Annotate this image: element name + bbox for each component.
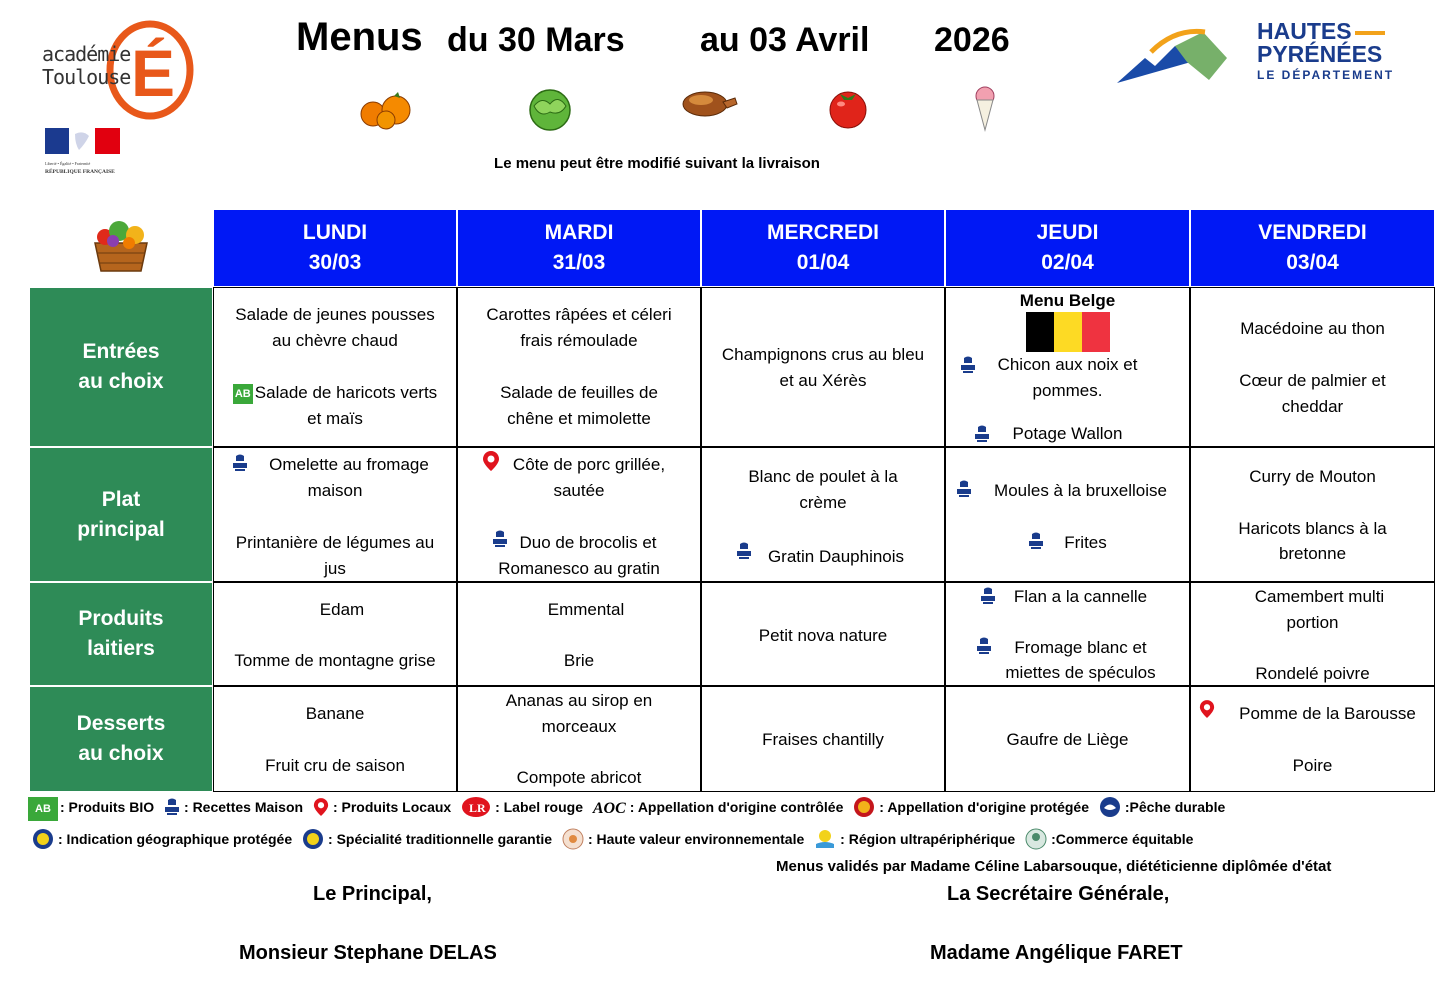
legend-row-2 [32,828,1193,853]
republique-text: RÉPUBLIQUE FRANÇAISE [45,169,115,175]
toulouse-label: Toulouse [42,65,131,89]
recette-maison-icon [164,798,180,819]
menu-item: Salade de jeunes pousses [235,305,435,324]
delivery-notice: Le menu peut être modifié suivant la livraison [494,155,820,172]
menu-item: Ananas au sirop en [505,691,653,710]
hautes-pyrenees-logo [1115,18,1395,93]
cell-desserts-mercredi [701,686,945,792]
cell-entrees-mardi [457,287,701,447]
cell-plat-vendredi [1190,447,1435,582]
menu-item: Champignons crus au bleu [721,345,925,364]
aop-icon [853,796,875,821]
legend-rup: : Région ultrapériphérique [840,831,1016,848]
cell-plat-mardi [457,447,701,582]
menu-item: chêne et mimolette [507,409,651,428]
day-header-mardi [457,209,701,287]
cell-plat-lundi [213,447,457,582]
svg-text:É: É [131,36,176,110]
legend-maison: : Recettes Maison [184,799,304,816]
legend-stg: : Spécialité traditionnelle garantie [328,831,553,848]
menu-item: et au Xérès [779,371,867,390]
validation-note: Menus validés par Madame Céline Labarsouque, diététicienne diplômée d'état [776,858,1332,875]
cell-entrees-mercredi [701,287,945,447]
menu-item: Petit nova nature [758,626,888,645]
menu-item: Camembert multi [1254,587,1385,606]
secretaire-title: La Secrétaire Générale, [947,883,1170,905]
day-date: 01/04 [796,251,850,274]
legend-row-1 [28,796,1225,821]
menu-item: Blanc de poulet à la [748,467,898,486]
lettuce-icon [520,86,580,136]
rup-icon [814,828,836,853]
secretaire-name: Madame Angélique FARET [930,942,1183,964]
menu-item: Pomme de la Barousse [1239,704,1416,723]
row-header-laitiers [29,582,213,686]
menu-item: au chèvre chaud [272,331,398,350]
cell-plat-mercredi [701,447,945,582]
aoc-icon: AOC [592,799,626,817]
menu-item: Fromage blanc et [1014,638,1147,657]
legend-label-rouge: : Label rouge [495,799,583,816]
day-date: 31/03 [552,251,606,274]
cell-laitiers-mercredi [701,582,945,686]
title-menus: Menus [296,15,423,59]
label-rouge-icon [461,796,491,821]
hve-icon [562,828,584,853]
day-name: VENDREDI [1258,221,1367,244]
day-name: MARDI [544,221,614,244]
menu-item: Haricots blancs à la [1238,519,1387,538]
bio-icon: AB [233,384,253,404]
menu-item: Potage Wallon [1012,424,1123,443]
row-label: Desserts [76,712,166,735]
cell-desserts-lundi [213,686,457,792]
menu-item: Cœur de palmier et [1239,371,1386,390]
row-header-desserts [29,686,213,792]
special-menu-title: Menu Belge [1019,291,1116,310]
day-header-lundi [213,209,457,287]
menu-item: sautée [553,481,605,500]
menu-item: Duo de brocolis et [519,533,657,552]
menu-item-bio [218,380,452,406]
vegetable-basket-icon [85,213,157,275]
menu-item: Omelette au fromage [269,455,429,474]
republique-motto: Liberté • Égalité • Fraternité [45,161,91,166]
legend-igp: : Indication géographique protégée [58,831,293,848]
ice-cream-icon [966,86,1026,136]
row-label: Produits [78,607,164,630]
menu-item: Romanesco au gratin [498,559,660,578]
bio-icon: AB [28,797,58,821]
menu-item: Fraises chantilly [762,730,884,749]
produit-local-icon [313,797,329,820]
menu-item: Gaufre de Liège [1006,730,1129,749]
menu-item: Carottes râpées et céleri [486,305,672,324]
dept-line-departement: LE DÉPARTEMENT [1257,68,1395,82]
cell-desserts-mardi [457,686,701,792]
belgian-flag-icon [1026,312,1110,352]
day-name: MERCREDI [766,221,879,244]
menu-item: Rondelé poivre [1255,664,1370,683]
menu-item: Printanière de légumes au [235,533,435,552]
dept-line-pyrenees: PYRÉNÉES [1257,41,1383,67]
menu-item: Flan a la cannelle [1013,587,1148,606]
title-year: 2026 [934,21,1010,59]
legend-locaux: : Produits Locaux [332,799,452,816]
row-label: principal [77,517,165,541]
menu-item: pommes. [1032,381,1103,400]
tomato-icon [822,86,882,136]
title-start-date: du 30 Mars [447,21,625,59]
menu-item: morceaux [541,717,617,736]
menu-item: Compote abricot [516,768,642,787]
row-header-plat [29,447,213,582]
title-end-date: au 03 Avril [700,21,870,59]
menu-item: miettes de spéculos [1005,663,1156,682]
menu-item: Curry de Mouton [1249,467,1376,486]
menu-table [29,209,1436,792]
cell-laitiers-jeudi [945,582,1190,686]
menu-item: Chicon aux noix et [997,355,1138,374]
menu-item: Moules à la bruxelloise [994,481,1167,500]
legend-peche: :Pêche durable [1124,799,1226,816]
row-label: Plat [101,487,141,511]
menu-item: Tomme de montagne grise [234,651,436,670]
menu-item: et maïs [307,409,363,428]
row-label: Entrées [82,340,160,363]
day-date: 30/03 [308,251,362,274]
cell-desserts-jeudi [945,686,1190,792]
menu-item: portion [1286,613,1339,632]
peche-durable-icon [1099,796,1121,821]
day-name: JEUDI [1036,221,1099,244]
menu-item: crème [799,493,847,512]
legend-aop: : Appellation d'origine protégée [879,799,1089,816]
commerce-equitable-icon [1025,828,1047,853]
cell-laitiers-lundi [213,582,457,686]
cell-plat-jeudi [945,447,1190,582]
svg-text:LR: LR [469,801,486,815]
menu-item: Salade de feuilles de [500,383,658,402]
cell-entrees-jeudi [945,287,1190,447]
menu-item: Côte de porc grillée, [512,455,666,474]
dept-line-hautes: HAUTES [1257,20,1394,43]
row-label: laitiers [87,637,155,660]
academie-label: académie [42,42,131,66]
menu-item: Edam [319,600,365,619]
menu-item: Fruit cru de saison [265,756,405,775]
menu-item: Banane [305,704,365,723]
cell-laitiers-mardi [457,582,701,686]
cell-laitiers-vendredi [1190,582,1435,686]
menu-item: Macédoine au thon [1240,319,1385,338]
legend-equitable: :Commerce équitable [1051,831,1194,848]
day-date: 02/04 [1041,251,1094,274]
menu-item: Poire [1292,756,1333,775]
roast-chicken-icon [677,86,737,136]
oranges-icon [356,86,416,136]
menu-item-text: Salade de haricots verts [254,383,438,402]
legend-hve: : Haute valeur environnementale [587,831,805,848]
row-header-entrees [29,287,213,447]
day-header-mercredi [701,209,945,287]
menu-item: maison [307,481,363,500]
row-label: au choix [78,370,164,393]
menu-item: frais rémoulade [520,331,638,350]
row-label: au choix [78,742,164,765]
igp-icon [32,828,54,853]
menu-item: cheddar [1281,397,1344,416]
cell-entrees-lundi [213,287,457,447]
day-name: LUNDI [302,221,368,244]
menu-item: jus [324,559,346,578]
menu-item: Frites [1064,533,1107,552]
menu-item: Gratin Dauphinois [767,547,905,566]
cell-desserts-vendredi [1190,686,1435,792]
principal-name: Monsieur Stephane DELAS [239,942,497,964]
day-header-jeudi [945,209,1190,287]
legend-bio: : Produits BIO [60,799,155,816]
stg-icon [302,828,324,853]
menu-item: Brie [563,651,595,670]
principal-title: Le Principal, [313,883,432,905]
legend-aoc: : Appellation d'origine contrôlée [629,799,844,816]
cell-entrees-vendredi [1190,287,1435,447]
menu-item: Emmental [547,600,625,619]
day-header-vendredi [1190,209,1435,287]
day-date: 03/04 [1286,251,1339,274]
menu-item: bretonne [1278,544,1347,563]
